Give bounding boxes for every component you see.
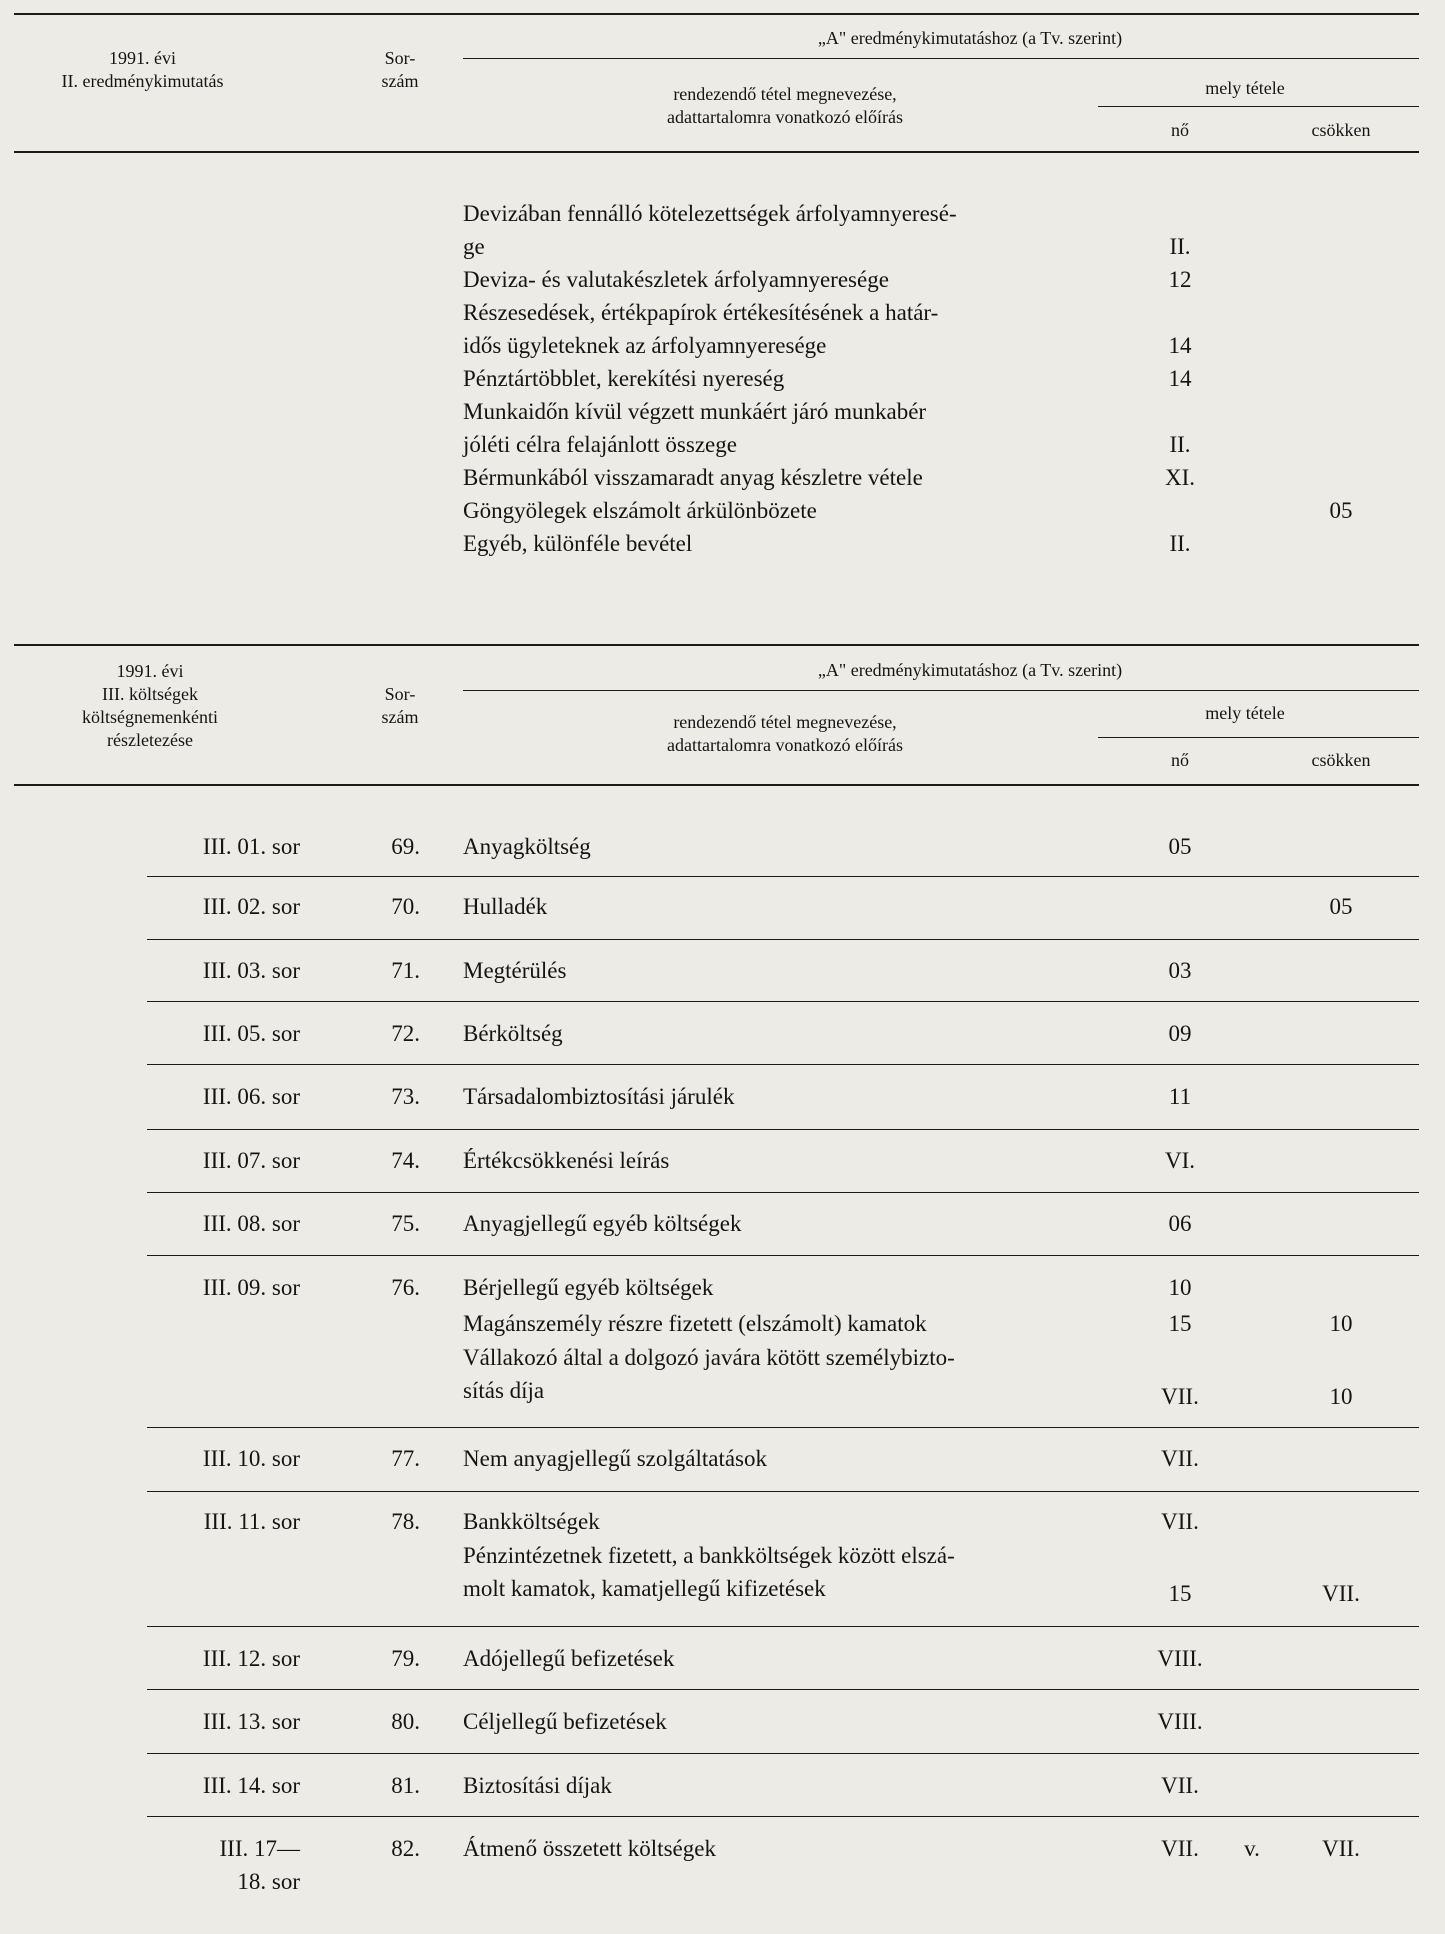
header-rule [463,58,1419,59]
row-serial-number: 72. [391,1021,420,1046]
increase-value: VII. [1161,1836,1199,1861]
header-item-name: rendezendő tétel megnevezése, adattartalomra vonatkozó előírás [667,84,903,127]
header-increase: nő [1171,120,1189,140]
item-description: Átmenő összetett költségek [463,1836,716,1861]
row-serial-number: 81. [391,1773,420,1798]
item-description: Megtérülés [463,958,567,983]
or-conjunction: v. [1244,1836,1260,1861]
row-separator [147,1129,1419,1130]
item-description: Munkaidőn kívül végzett munkáért járó munkabér jóléti célra felajánlott összege [463,399,927,457]
increase-value: VIII. [1157,1709,1203,1734]
header-statement: 1991. évi II. eredménykimutatás [61,48,224,91]
row-separator [147,1427,1419,1428]
header-decrease: csökken [1311,120,1371,140]
row-reference: III. 17— 18. sor [219,1836,300,1894]
item-description: Pénzintézetnek fizetett, a bankköltségek között elszá- molt kamatok, kamatjellegű kifizetések [463,1543,955,1601]
item-description: Göngyölegek elszámolt árkülönbözete [463,498,817,523]
increase-value: 15 [1168,1311,1192,1336]
item-description: Bérmunkából visszamaradt anyag készletre vétele [463,465,923,490]
item-description: Adójellegű befizetések [463,1646,675,1671]
row-serial-number: 73. [391,1084,420,1109]
row-reference: III. 07. sor [202,1148,300,1173]
increase-value: 14 [1168,366,1192,391]
decrease-value: VII. [1322,1836,1360,1861]
item-description: Céljellegű befizetések [463,1709,667,1734]
header-a-statement: „A" eredménykimutatáshoz (a Tv. szerint) [817,28,1123,48]
header-which-item: mely tétele [1205,703,1285,723]
item-description: Devizában fennálló kötelezettségek árfolyamnyeresé- ge [463,201,957,259]
increase-value: 10 [1168,1275,1192,1300]
increase-value: VIII. [1157,1646,1203,1671]
row-separator [147,939,1419,940]
increase-value: II. [1169,531,1191,556]
table-top-rule [14,13,1419,15]
row-serial-number: 71. [391,958,420,983]
item-description: Értékcsökkenési leírás [463,1148,670,1173]
decrease-value: VII. [1322,1581,1360,1606]
row-reference: III. 13. sor [202,1709,300,1734]
item-description: Nem anyagjellegű szolgáltatások [463,1446,768,1471]
increase-value: VII. [1161,1509,1199,1534]
header-increase: nő [1171,750,1189,770]
increase-value: II. [1169,432,1191,457]
row-reference: III. 09. sor [202,1275,300,1300]
increase-value: 14 [1168,333,1192,358]
item-description: Társadalombiztosítási járulék [463,1084,735,1109]
item-description: Részesedések, értékpapírok értékesítésének a határ- idős ügyleteknek az árfolyamnyeresége [463,300,939,358]
item-description: Anyagjellegű egyéb költségek [463,1211,742,1236]
row-separator [147,1491,1419,1492]
row-serial-number: 79. [391,1646,420,1671]
row-reference: III. 10. sor [202,1446,300,1471]
row-separator [147,1689,1419,1690]
row-serial-number: 76. [391,1275,420,1300]
table-top-rule [14,644,1419,646]
header-bottom-rule [14,151,1419,153]
row-separator [147,1064,1419,1065]
increase-value: 12 [1168,267,1192,292]
header-decrease: csökken [1311,750,1371,770]
increase-value: 05 [1168,834,1192,859]
row-separator [147,876,1419,877]
row-reference: III. 08. sor [202,1211,300,1236]
row-serial-number: 77. [391,1446,420,1471]
item-description: Vállakozó által a dolgozó javára kötött személybizto- sítás díja [463,1345,955,1403]
item-description: Bérköltség [463,1021,563,1046]
row-serial-number: 78. [391,1509,420,1534]
row-serial-number: 69. [391,834,420,859]
row-reference: III. 06. sor [202,1084,300,1109]
item-description: Bérjellegű egyéb költségek [463,1275,714,1300]
header-item-name: rendezendő tétel megnevezése, adattartalomra vonatkozó előírás [667,712,903,755]
decrease-value: 05 [1329,498,1353,523]
decrease-value: 05 [1329,894,1353,919]
row-reference: III. 11. sor [203,1509,300,1534]
increase-value: VI. [1164,1148,1196,1173]
decrease-value: 10 [1329,1384,1353,1409]
increase-value: 09 [1168,1021,1192,1046]
row-separator [147,1255,1419,1256]
row-serial-number: 75. [391,1211,420,1236]
header-rule [1098,106,1419,107]
increase-value: II. [1169,234,1191,259]
header-serial: Sor- szám [381,48,419,91]
increase-value: 06 [1168,1211,1192,1236]
header-which-item: mely tétele [1205,78,1285,98]
item-description: Anyagköltség [463,834,591,859]
header-statement: 1991. évi III. költségek költségnemenkénti részletezése [82,661,218,750]
item-description: Magánszemély részre fizetett (elszámolt) kamatok [463,1311,927,1336]
increase-value: VII. [1161,1446,1199,1471]
row-separator [147,1816,1419,1817]
row-separator [147,1753,1419,1754]
item-description: Hulladék [463,894,548,919]
increase-value: VII. [1161,1773,1199,1798]
row-reference: III. 14. sor [202,1773,300,1798]
header-rule [1098,737,1419,738]
header-rule [463,690,1419,691]
row-separator [147,1192,1419,1193]
decrease-value: 10 [1329,1311,1353,1336]
item-description: Bankköltségek [463,1509,600,1534]
increase-value: 15 [1168,1581,1192,1606]
item-description: Pénztártöbblet, kerekítési nyereség [463,366,785,391]
header-a-statement: „A" eredménykimutatáshoz (a Tv. szerint) [817,660,1123,680]
increase-value: 03 [1168,958,1192,983]
item-description: Biztosítási díjak [463,1773,612,1798]
item-description: Egyéb, különféle bevétel [463,531,693,556]
row-reference: III. 12. sor [202,1646,300,1671]
header-bottom-rule [14,784,1419,786]
increase-value: 11 [1168,1084,1192,1109]
row-serial-number: 82. [391,1836,420,1861]
row-serial-number: 70. [391,894,420,919]
row-serial-number: 80. [391,1709,420,1734]
row-reference: III. 05. sor [202,1021,300,1046]
increase-value: XI. [1164,465,1196,490]
row-separator [147,1626,1419,1627]
row-separator [147,1001,1419,1002]
header-serial: Sor- szám [381,684,419,727]
row-serial-number: 74. [391,1148,420,1173]
row-reference: III. 01. sor [202,834,300,859]
increase-value: VII. [1161,1384,1199,1409]
row-reference: III. 02. sor [202,894,300,919]
row-reference: III. 03. sor [202,958,300,983]
item-description: Deviza- és valutakészletek árfolyamnyeresége [463,267,889,292]
